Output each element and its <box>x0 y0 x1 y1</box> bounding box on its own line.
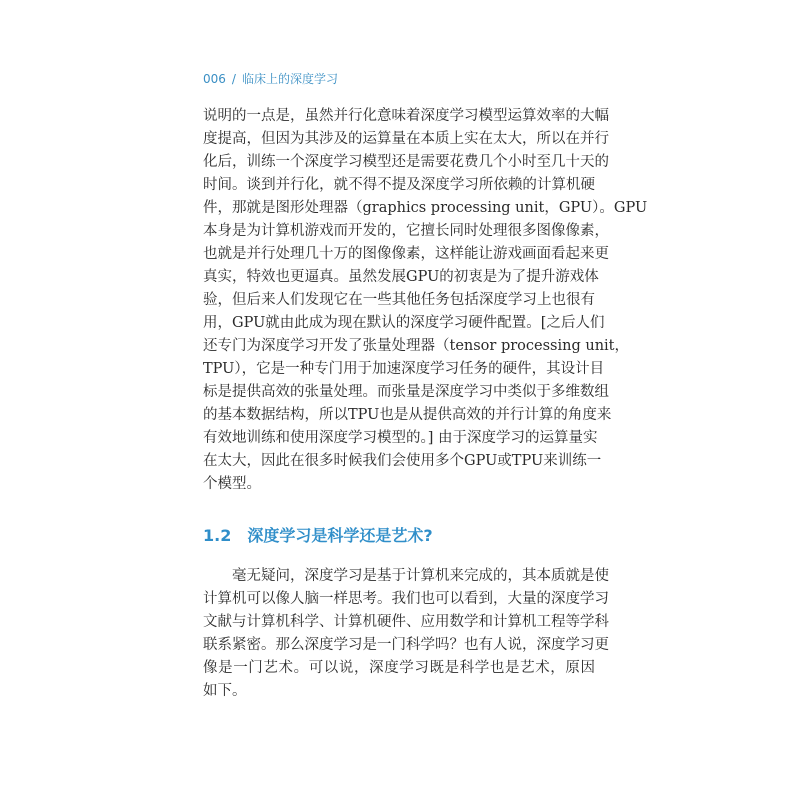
text-line: 个模型。 <box>203 476 261 492</box>
text-line: 如下。 <box>203 683 247 699</box>
text-line: 计算机可以像人脑一样思考。我们也可以看到，大量的深度学习 <box>203 591 609 607</box>
text-line: 文献与计算机科学、计算机硬件、应用数学和计算机工程等学科 <box>203 614 609 630</box>
text-line: 真实，特效也更逼真。虽然发展GPU的初衷是为了提升游戏体 <box>203 269 599 285</box>
text-line: 有效地训练和使用深度学习模型的。] 由于深度学习的运算量实 <box>203 430 598 446</box>
section-title: 深度学习是科学还是艺术? <box>247 526 433 545</box>
text-line: 毫无疑问，深度学习是基于计算机来完成的，其本质就是使 <box>232 568 609 584</box>
book-title: 临床上的深度学习 <box>241 72 338 86</box>
text-line: 也就是并行处理几十万的图像像素，这样能让游戏画面看起来更 <box>203 246 609 262</box>
page-number: 006 <box>203 72 226 86</box>
text-line: 本身是为计算机游戏而开发的，它擅长同时处理很多图像像素， <box>203 223 609 239</box>
running-header <box>203 70 338 87</box>
section-number: 1.2 <box>203 526 232 545</box>
text-line: 联系紧密。那么深度学习是一门科学吗？也有人说，深度学习更 <box>203 637 609 653</box>
text-line: 在太大，因此在很多时候我们会使用多个GPU或TPU来训练一 <box>203 453 602 469</box>
text-line: 像是一门艺术。可以说，深度学习既是科学也是艺术，原因 <box>203 660 595 676</box>
text-line: 还专门为深度学习开发了张量处理器（tensor processing unit， <box>203 338 629 354</box>
text-line: 度提高，但因为其涉及的运算量在本质上实在太大，所以在并行 <box>203 131 609 147</box>
text-line: 件，那就是图形处理器（graphics processing unit，GPU）。GPU <box>203 200 648 216</box>
text-line: 标是提供高效的张量处理。而张量是深度学习中类似于多维数组 <box>203 384 609 400</box>
header-separator: / <box>231 72 236 86</box>
section-heading <box>203 523 433 546</box>
text-line: 验，但后来人们发现它在一些其他任务包括深度学习上也很有 <box>203 292 595 308</box>
text-line: TPU），它是一种专门用于加速深度学习任务的硬件，其设计目 <box>203 361 605 377</box>
text-line: 用，GPU就由此成为现在默认的深度学习硬件配置。[之后人们 <box>203 315 605 331</box>
text-line: 化后，训练一个深度学习模型还是需要花费几个小时至几十天的 <box>203 154 609 170</box>
text-line: 说明的一点是，虽然并行化意味着深度学习模型运算效率的大幅 <box>203 108 609 124</box>
text-line: 的基本数据结构，所以TPU也是从提供高效的并行计算的角度来 <box>203 407 612 423</box>
text-line: 时间。谈到并行化，就不得不提及深度学习所依赖的计算机硬 <box>203 177 595 193</box>
